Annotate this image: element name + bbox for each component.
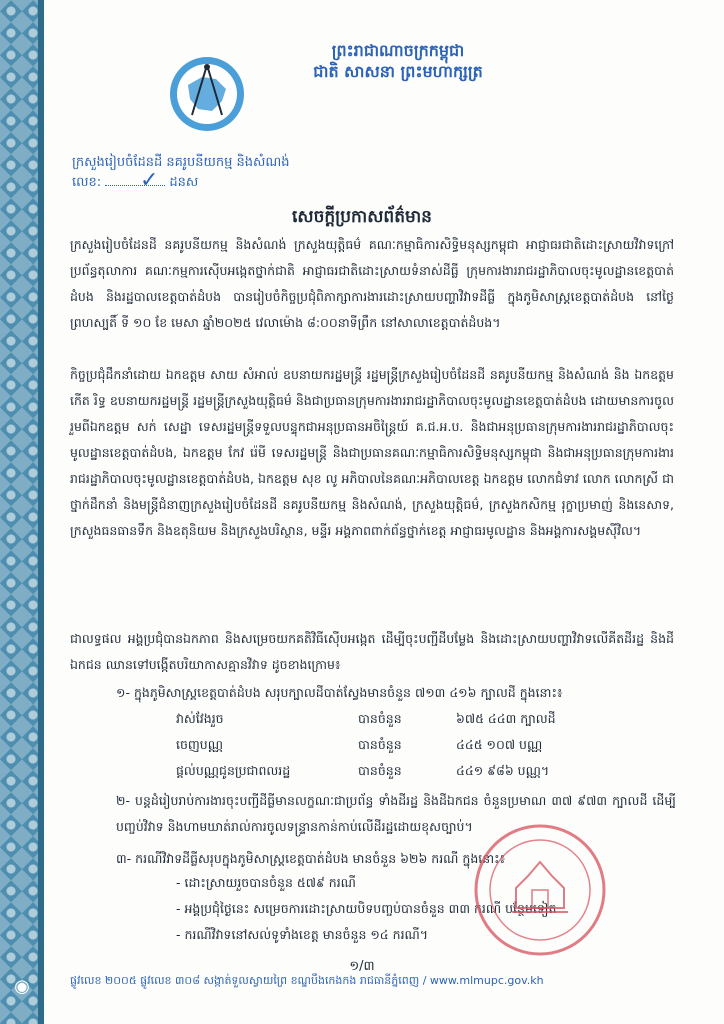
row-label: ចេញបណ្ណ — [176, 737, 223, 752]
row-value: ៤៤១ ៩៨៦ បណ្ណ។ — [456, 763, 550, 778]
item-2: ២- បន្តដំរៀបរាប់ការងារចុះបញ្ជីដីធ្លីមានលក្ខណៈជាប្រព័ន្ធ ទាំងដីរដ្ឋ និងដីឯកជន ចំនួនប្រមាណ ៣៧ ៩៧៣ ក្បាលដី ដើម្បីបញ្ចប់វិវាទ និងហាមឃាត់រាល់ការចូលទន្ទ្រានកាន់កាប់លើដីរដ្ឋដោយខុសច្បាប់។ — [116, 793, 676, 834]
reference-number — [72, 174, 302, 193]
decorative-side-band — [0, 0, 44, 1024]
page-number: ១/៣ — [349, 959, 375, 974]
row-text: ករណីវិវាទនៅសល់ទូទាំងខេត្ត មានចំនួន ១៤ ករណី។ — [184, 927, 429, 942]
ministry-logo — [168, 55, 246, 133]
item-3-row: - ដោះស្រាយរួចបានចំនួន ៥៧៩ ករណី — [176, 875, 356, 890]
paragraph-participants: កិច្ចប្រជុំដឹកនាំដោយ ឯកឧត្តម សាយ សំអាល់ ឧបនាយករដ្ឋមន្ត្រី រដ្ឋមន្ត្រីក្រសួងរៀបចំដែនដី នគរូបនីយកម្ម និងសំណង់ និង ឯកឧត្តម កើត រិទ្ធ ឧបនាយករដ្ឋមន្ត្រី រដ្ឋមន្ត្រីក្រសួងយុត្តិធម៌ និងជាប្រធានក្រុមការងាររាជរដ្ឋាភិបាលចុះមូលដ្ឋានខេត្តបាត់ដំបង ដោយមានការចូលរួមពីឯកឧត្តម សក់ សេដ្ឋា ទេសរដ្ឋមន្ត្រីទទួលបន្ទុកជាអនុប្រធានអចិន្ត្រៃយ៍ គ.ជ.អ.ប. និងជាអនុប្រធានក្រុមការងាររាជរដ្ឋាភិបាលចុះមូលដ្ឋានខេត្តបាត់ដំបង, ឯកឧត្តម កែវ រ៉េមី ទេសរដ្ឋមន្ត្រី និងជាប្រធានគណៈកម្មាធិការសិទ្ធិមនុស្សកម្ពុជា និងជាអនុប្រធានក្រុមការងាររាជរដ្ឋាភិបាលចុះមូលដ្ឋានខេត្តបាត់ដំបង, ឯកឧត្តម សុខ លូ អភិបាលនៃគណៈអភិបាលខេត្ត ឯកឧត្តម លោកជំទាវ លោក លោកស្រី ជាថ្នាក់ដឹកនាំ និងមន្ត្រីជំនាញក្រសួងរៀបចំដែនដី នគរូបនីយកម្ម និងសំណង់, ក្រសួងយុត្តិធម៌, ក្រសួងកសិកម្ម រុក្ខាប្រមាញ់ និងនេសាទ, ក្រសួងធនធានទឹក និងឧតុនិយម និងក្រសួងបរិស្ថាន, មន្ទីរ អង្គភាពពាក់ព័ន្ធថ្នាក់ខេត្ត អាជ្ញាធរមូលដ្ឋាន និងអង្គការសង្គមស៊ីវិល។ — [70, 367, 674, 538]
footer-address: ផ្លូវលេខ ២០០៥ ផ្លូវលេខ ៣០៨ សង្កាត់ទួលស្វាយព្រៃ ខណ្ឌបឹងកេងកង រាជធានីភ្នំពេញ / www.mlmupc.gov.kh — [70, 974, 544, 987]
row-text: អង្គប្រជុំថ្ងៃនេះ សម្រេចការដោះស្រាយបិទបញ្ចប់បានចំនួន ៣៣ ករណី បន្ថែមទៀត — [184, 901, 557, 916]
row-mid: បានចំនួន — [358, 763, 402, 778]
row-value: ៦៧៥ ៤៤៣ ក្បាលដី — [456, 711, 556, 726]
item-3: ៣- ករណីវិវាទដីធ្លីសរុបក្នុងភូមិសាស្ត្រខេត្តបាត់ដំបង មានចំនួន ៦២៦ ករណី ក្នុងនោះ៖ — [116, 851, 506, 866]
row-mid: បានចំនួន — [358, 737, 402, 752]
item-3-row: - ករណីវិវាទនៅសល់ទូទាំងខេត្ត មានចំនួន ១៤ ករណី។ — [176, 927, 429, 942]
kingdom-name: ព្រះរាជាណាចក្រកម្ពុជា — [331, 41, 465, 60]
document-title: សេចក្ដីប្រកាសព័ត៌មាន — [292, 207, 432, 227]
item-1: ១- ក្នុងភូមិសាស្ត្រខេត្តបាត់ដំបង សរុបក្បាលដីបាត់ស្វែងមានចំនួន ៧១៣ ៤១៦ ក្បាលដី ក្នុងនោះ៖ — [116, 685, 563, 700]
row-label: វាស់វែងរួច — [176, 711, 224, 726]
reference-suffix: ដនស — [169, 175, 199, 190]
row-mid: បានចំនួន — [358, 711, 402, 726]
reference-label: លេខ: — [72, 175, 102, 190]
handwritten-check-mark: ✓ — [140, 168, 159, 193]
location-pin-icon: ◉ — [14, 976, 30, 997]
paragraph-meeting-intro: ក្រសួងរៀបចំដែនដី នគរូបនីយកម្ម និងសំណង់ ក្រសួងយុត្តិធម៌ គណៈកម្មាធិការសិទ្ធិមនុស្សកម្ពុជា អាជ្ញាធរជាតិដោះស្រាយវិវាទក្រៅប្រព័ន្ធតុលាការ គណៈកម្មការស៊ើបអង្កេតថ្នាក់ជាតិ អាជ្ញាធរជាតិដោះស្រាយទំនាស់ដីធ្លី ក្រុមការងាររាជរដ្ឋាភិបាលចុះមូលដ្ឋានខេត្តបាត់ដំបង និងរដ្ឋបាលខេត្តបាត់ដំបង បានរៀបចំកិច្ចប្រជុំពិភាក្សាការងារដោះស្រាយបញ្ហាវិវាទដីធ្លី ក្នុងភូមិសាស្ត្រខេត្តបាត់ដំបង នៅថ្ងៃព្រហស្បតិ៍ ទី ១០ ខែ មេសា ឆ្នាំ២០២៥ វេលាម៉ោង ៨:០០នាទីព្រឹក នៅសាលាខេត្តបាត់ដំបង។ — [70, 237, 674, 330]
ministry-name: ក្រសួងរៀបចំដែនដី នគរូបនីយកម្ម និងសំណង់ — [72, 155, 290, 170]
paragraph-results: ជាលទ្ធផល អង្គប្រជុំបានឯកភាព និងសម្រេចយកគតិវិធីស៊ើបអង្កេត ដើម្បីចុះបញ្ជីដីបម្លែង និងដោះស្រាយបញ្ហាវិវាទលើគីតដីរដ្ឋ និងដីឯកជន ឈានទៅបង្កើតបរិយាកាសគ្មានវិវាទ ដូចខាងក្រោម៖ — [70, 631, 674, 672]
row-text: ដោះស្រាយរួចបានចំនួន ៥៧៩ ករណី — [184, 875, 356, 890]
row-value: ៤៤៥ ១០៧ បណ្ណ — [456, 737, 543, 752]
official-stamp-seal — [472, 822, 608, 958]
row-label: ផ្ដល់បណ្ណជូនប្រជាពលរដ្ឋ — [176, 763, 291, 778]
item-3-row: - អង្គប្រជុំថ្ងៃនេះ សម្រេចការដោះស្រាយបិទបញ្ចប់បានចំនួន ៣៣ ករណី បន្ថែមទៀត — [176, 901, 557, 916]
national-motto: ជាតិ សាសនា ព្រះមហាក្សត្រ — [313, 62, 483, 81]
kingdom-header — [268, 40, 528, 82]
